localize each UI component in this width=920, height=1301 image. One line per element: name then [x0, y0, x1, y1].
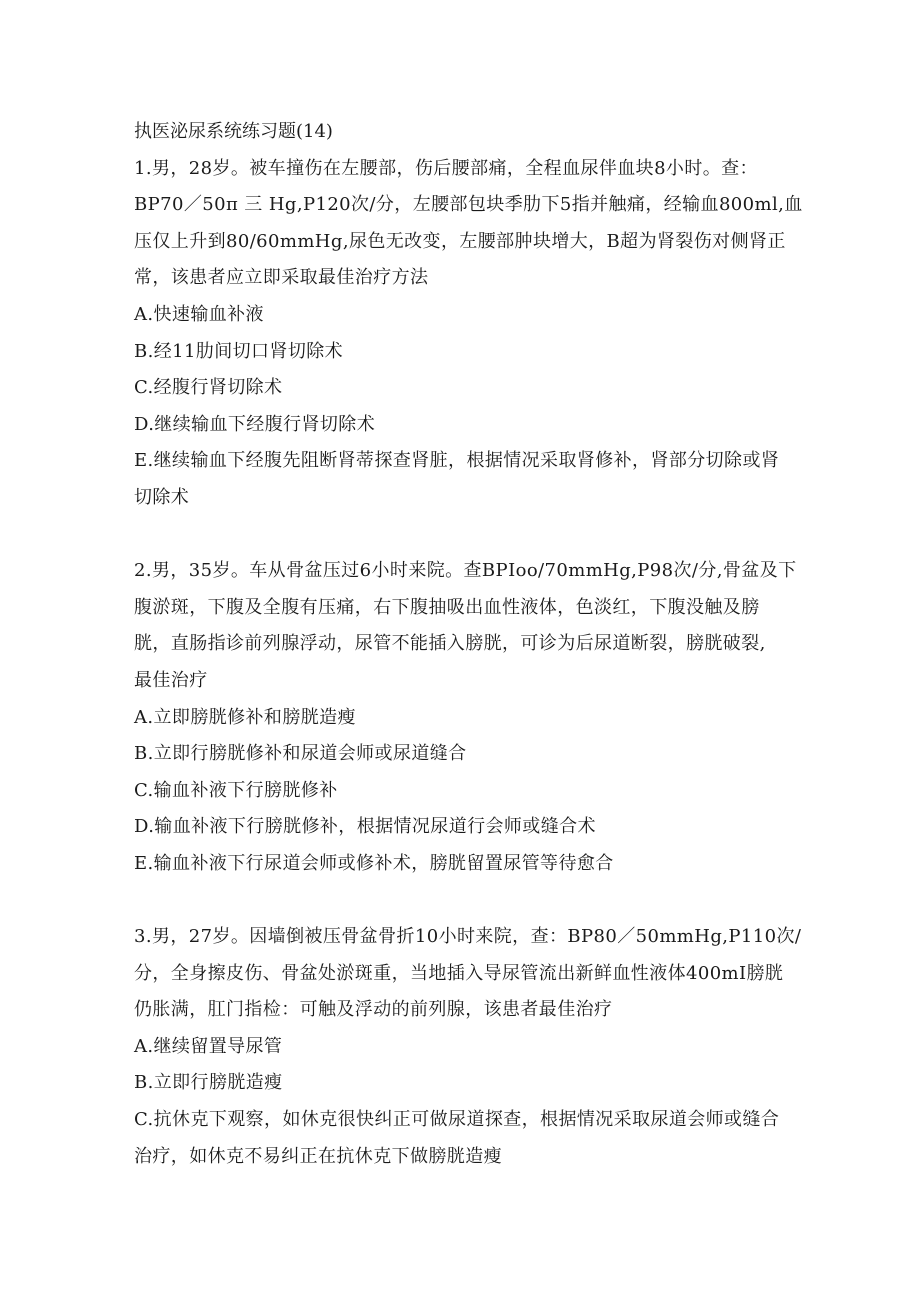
question-3-stem-line-3: 仍胀满，肛门指检：可触及浮动的前列腺，该患者最佳治疗	[134, 999, 613, 1021]
question-2	[134, 553, 797, 882]
question-1-option-d: D.继续输血下经腹行肾切除术	[134, 413, 376, 435]
question-1-option-e: E.继续输血下经腹先阻断肾蒂探查肾脏，根据情况采取肾修补，肾部分切除或肾	[134, 450, 780, 472]
question-spacer	[134, 517, 794, 554]
question-1-option-b: B.经11肋间切口肾切除术	[134, 340, 344, 362]
question-2-stem-line-2: 腹淤斑，下腹及全腹有压痛，右下腹抽吸出血性液体，色淡红，下腹没触及膀	[134, 596, 760, 618]
question-3-option-c-cont: 治疗，如休克不易纠正在抗休克下做膀胱造瘦	[134, 1145, 502, 1167]
question-2-option-e: E.输血补液下行尿道会师或修补术，膀胱留置尿管等待愈合	[134, 852, 614, 874]
question-1-stem-line-1: 1.男，28岁。被车撞伤在左腰部，伤后腰部痛，全程血尿伴血块8小时。查：	[134, 157, 758, 179]
question-1-stem-line-3: 压仅上升到80/60mmHg,尿色无改变，左腰部肿块增大，B超为肾裂伤对侧肾正	[134, 230, 786, 252]
question-1-option-c: C.经腹行肾切除术	[134, 377, 283, 399]
question-2-option-d: D.输血补液下行膀胱修补，根据情况尿道行会师或缝合术	[134, 816, 596, 838]
question-2-stem-line-1: 2.男，35岁。车从骨盆压过6小时来院。查BPIoo/70mmHg,P98次/分,骨盆及下	[134, 560, 797, 582]
question-spacer	[134, 882, 794, 919]
question-1-stem-line-4: 常，该患者应立即采取最佳治疗方法	[134, 267, 429, 289]
question-1-option-e-cont: 切除术	[134, 486, 190, 508]
question-2-stem-line-3: 胱，直肠指诊前列腺浮动，尿管不能插入膀胱，可诊为后尿道断裂，膀胱破裂,	[134, 633, 766, 655]
question-3-stem-line-2: 分，全身擦皮伤、骨盆处淤斑重，当地插入导尿管流出新鲜血性液体400mI膀胱	[134, 962, 784, 984]
document-content	[134, 114, 803, 1175]
question-2-option-a: A.立即膀胱修补和膀胱造瘦	[134, 706, 356, 728]
question-3-option-c: C.抗休克下观察，如休克很快纠正可做尿道探查，根据情况采取尿道会师或缝合	[134, 1109, 780, 1131]
question-2-option-c: C.输血补液下行膀胱修补	[134, 779, 338, 801]
question-1-option-a: A.快速输血补液	[134, 303, 264, 325]
question-3-stem-line-1: 3.男，27岁。因墙倒被压骨盆骨折10小时来院，查：BP80／50mmHg,P110次/	[134, 926, 802, 948]
question-1-stem-line-2: BP70／50π 三 Hg,P120次/分，左腰部包块季肋下5指并触痛，经输血800ml,血	[134, 194, 803, 216]
question-2-option-b: B.立即行膀胱修补和尿道会师或尿道缝合	[134, 743, 467, 765]
question-3	[134, 919, 802, 1175]
document-title: 执医泌尿系统练习题(14)	[134, 121, 333, 142]
question-3-option-a: A.继续留置导尿管	[134, 1035, 283, 1057]
question-3-option-b: B.立即行膀胱造瘦	[134, 1072, 283, 1094]
question-1	[134, 151, 803, 517]
question-2-stem-line-4: 最佳治疗	[134, 669, 208, 691]
